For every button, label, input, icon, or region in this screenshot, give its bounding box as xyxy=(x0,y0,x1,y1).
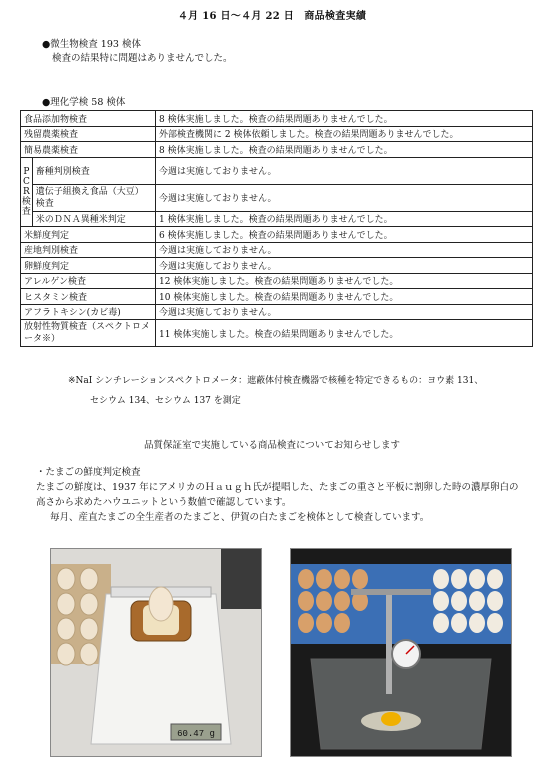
item-name: 食品添加物検査 xyxy=(21,111,156,127)
item-name: 米のＤＮＡ異種米判定 xyxy=(32,211,155,227)
item-name: 放射性物質検査（スペクトロメータ※） xyxy=(21,320,156,347)
table-row xyxy=(21,273,533,289)
item-name: 簡易農薬検査 xyxy=(21,142,156,158)
item-name: 米鮮度判定 xyxy=(21,227,156,243)
table-row xyxy=(21,184,533,211)
footnote-line-2: セシウム 134、セシウム 137 を測定 xyxy=(90,396,241,406)
haugh-measurement-photo xyxy=(290,548,512,757)
item-name: 産地判別検査 xyxy=(21,242,156,258)
item-name: ヒスタミン検査 xyxy=(21,289,156,305)
pcr-char: P xyxy=(23,166,30,177)
item-result: 8 検体実施しました。検査の結果問題ありませんでした。 xyxy=(156,111,533,127)
pcr-char: 査 xyxy=(21,206,31,217)
pcr-group-label xyxy=(21,157,33,227)
table-row xyxy=(21,289,533,305)
table-row xyxy=(21,157,533,184)
micro-heading: ●微生物検査 193 検体 xyxy=(42,39,141,50)
item-name: アレルゲン検査 xyxy=(21,273,156,289)
item-result: 外部検査機関に 2 検体依頼しました。検査の結果問題ありませんでした。 xyxy=(156,126,533,142)
pcr-char: 検 xyxy=(21,196,31,207)
item-result: 今週は実施しておりません。 xyxy=(156,184,533,211)
inspection-table xyxy=(20,110,533,347)
notice-title: 品質保証室で実施している商品検査についてお知らせします xyxy=(143,440,401,451)
item-name: 畜種判別検査 xyxy=(32,157,155,184)
item-result: 1 検体実施しました。検査の結果問題ありませんでした。 xyxy=(156,211,533,227)
item-result: 8 検体実施しました。検査の結果問題ありませんでした。 xyxy=(156,142,533,158)
micro-detail: 検査の結果特に問題はありませんでした。 xyxy=(52,53,233,64)
item-result: 今週は実施しておりません。 xyxy=(156,304,533,320)
item-result: 11 検体実施しました。検査の結果問題ありませんでした。 xyxy=(156,320,533,347)
item-result: 今週は実施しておりません。 xyxy=(156,258,533,274)
item-result: 10 検体実施しました。検査の結果問題ありませんでした。 xyxy=(156,289,533,305)
table-row xyxy=(21,242,533,258)
item-name: 遺伝子組換え食品（大豆）検査 xyxy=(32,184,155,211)
haugh-measurement-illustration xyxy=(291,549,511,756)
egg-paragraph-2: 毎月、産直たまごの全生産者のたまごと、伊賀の白たまごを検体として検査しています。 xyxy=(50,512,430,523)
table-row xyxy=(21,227,533,243)
table-row xyxy=(21,211,533,227)
item-result: 12 検体実施しました。検査の結果問題ありませんでした。 xyxy=(156,273,533,289)
table-row xyxy=(21,304,533,320)
item-result: 今週は実施しておりません。 xyxy=(156,157,533,184)
physchem-heading: ●理化学検 58 検体 xyxy=(42,97,126,108)
item-result: 今週は実施しておりません。 xyxy=(156,242,533,258)
egg-heading: ・たまごの鮮度判定検査 xyxy=(36,467,141,478)
table-row xyxy=(21,320,533,347)
egg-weighing-illustration xyxy=(51,549,261,756)
egg-paragraph-1: たまごの鮮度は、1937 年にアメリカのＨａｕｇｈ氏が提唱した、たまごの重さと平板に割卵した時の濃厚卵白の高さから求めたハウユニットという数値で確認しています。 xyxy=(36,482,519,508)
table-row xyxy=(21,258,533,274)
scale-readout: 60.47 g xyxy=(177,729,215,739)
item-name: 残留農薬検査 xyxy=(21,126,156,142)
item-result: 6 検体実施しました。検査の結果問題ありませんでした。 xyxy=(156,227,533,243)
egg-weighing-photo xyxy=(50,548,262,757)
table-row xyxy=(21,142,533,158)
table-row xyxy=(21,126,533,142)
item-name: 卵鮮度判定 xyxy=(21,258,156,274)
footnote-line-1: ※NaI シンチレーションスペクトロメータ：遮蔽体付検査機器で核種を特定できるもの：ヨウ素 131、 xyxy=(68,376,484,386)
page-title: ４月 16 日〜４月 22 日 商品検査実績 xyxy=(177,11,367,22)
pcr-char: R xyxy=(23,186,30,197)
item-name: アフラトキシン(カビ毒) xyxy=(21,304,156,320)
pcr-char: C xyxy=(22,176,30,187)
table-row xyxy=(21,111,533,127)
